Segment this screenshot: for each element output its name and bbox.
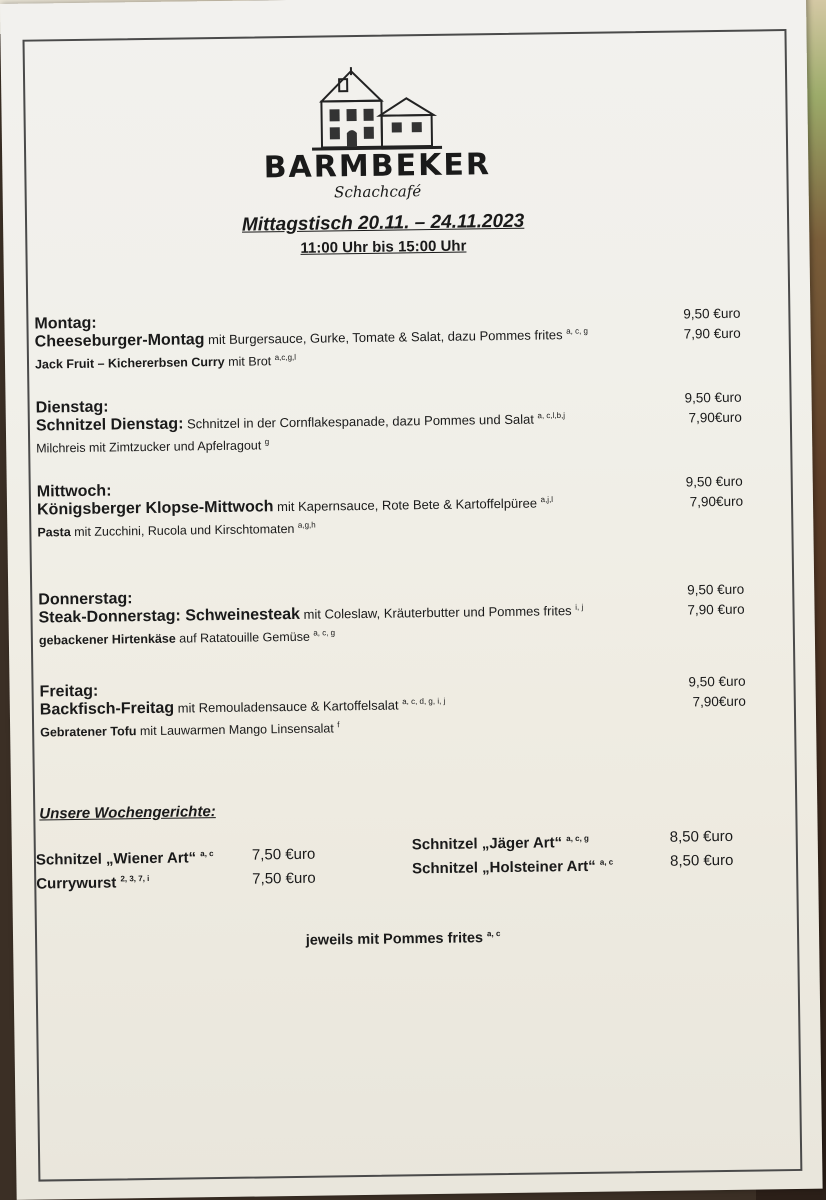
day-block-freitag — [39, 673, 760, 745]
veg-dish-name: gebackener Hirtenkäse — [38, 631, 176, 648]
main-dish-name: Schnitzel Dienstag: — [35, 415, 184, 435]
veg-dish-name: Pasta — [37, 525, 71, 540]
day-block-mittwoch — [37, 473, 758, 545]
weekly-item-name: Currywurst $^{2, 3, 7, i}$ — [36, 874, 150, 893]
main-dish-name: Königsberger Klopse-Mittwoch — [36, 498, 274, 519]
main-dish-price: 9,50 €uro — [683, 305, 741, 322]
main-dish-desc: mit Burgersauce, Gurke, Tomate & Salat, dazu Pommes frites — [204, 327, 563, 348]
veg-dish — [37, 522, 316, 540]
veg-dish-name: Jack Fruit – Kichererbsen Curry — [34, 354, 225, 372]
veg-dish — [39, 629, 335, 647]
allergen-codes: a, c — [486, 929, 501, 939]
weekly-item-name: Schnitzel „Jäger Art“ $^{a, c, g}$ — [411, 833, 589, 854]
allergen-codes: a,c,g,l — [274, 352, 297, 363]
day-name: Donnerstag: — [38, 590, 133, 609]
allergen-codes: a, c, d, g, i, j — [402, 696, 446, 707]
day-block-donnerstag — [38, 581, 759, 653]
menu-hours: 11:00 Uhr bis 15:00 Uhr — [300, 237, 467, 257]
veg-dish-name: Gebratener Tofu — [40, 724, 137, 740]
brand-name: BARMBEKER — [263, 147, 492, 186]
allergen-codes: a, c, g — [566, 833, 589, 844]
weekly-item-price: 7,50 €uro — [251, 845, 316, 864]
weekly-item-price: 8,50 €uro — [669, 851, 734, 870]
allergen-codes: g — [264, 437, 270, 447]
weekly-dishes-heading: Unsere Wochengerichte: — [39, 803, 216, 823]
main-dish-name: Backfisch-Freitag — [39, 699, 175, 719]
menu-title: Mittagstisch 20.11. – 24.11.2023 — [241, 210, 525, 236]
veg-dish-desc: Milchreis mit Zimtzucker und Apfelragout — [36, 438, 262, 456]
weekly-item-name: Schnitzel „Wiener Art“ $^{a, c}$ — [35, 849, 214, 869]
allergen-codes: a, c — [599, 857, 614, 867]
main-dish-desc: Schnitzel in der Cornflakespanade, dazu Pommes und Salat — [183, 411, 535, 432]
allergen-codes: f — [337, 720, 340, 730]
main-dish-price: 9,50 €uro — [687, 581, 745, 598]
allergen-codes: i, j — [575, 602, 584, 612]
allergen-codes: a, c, g — [313, 628, 336, 638]
allergen-codes: a,j,l — [540, 494, 554, 505]
veg-dish-price: 7,90 €uro — [687, 601, 745, 618]
allergen-codes: a, c,l,b,j — [537, 410, 566, 421]
day-name: Dienstag: — [35, 398, 109, 417]
veg-dish-price: 7,90 €uro — [683, 325, 741, 342]
main-dish — [40, 697, 446, 718]
allergen-codes: a,g,h — [297, 520, 316, 530]
weekly-item-price: 7,50 €uro — [252, 869, 316, 888]
allergen-codes: a, c, g — [566, 326, 589, 336]
veg-dish — [35, 354, 296, 372]
day-name: Montag: — [34, 314, 97, 333]
main-dish-name: Cheeseburger-Montag — [34, 331, 205, 351]
veg-dish-price: 7,90€uro — [688, 409, 742, 426]
weekly-item-name: Schnitzel „Holsteiner Art“ $^{a, c}$ — [411, 857, 614, 878]
footer-note: jeweils mit Pommes frites $^{a, c}$ — [305, 929, 501, 949]
main-dish-desc: mit Coleslaw, Kräuterbutter und Pommes frites — [299, 603, 572, 622]
day-name: Mittwoch: — [36, 482, 112, 501]
allergen-codes: 2, 3, 7, i — [120, 874, 150, 884]
veg-dish — [40, 721, 340, 739]
main-dish-name: Steak-Donnerstag: Schweinesteak — [38, 605, 301, 627]
veg-dish — [36, 438, 269, 455]
main-dish-price: 9,50 €uro — [688, 673, 746, 690]
main-dish-desc: mit Remouladensauce & Kartoffelsalat — [174, 697, 399, 716]
veg-dish-desc: mit Zucchini, Rucola und Kirschtomaten — [70, 521, 295, 540]
veg-dish-price: 7,90€uro — [689, 493, 744, 510]
day-block-dienstag — [36, 389, 757, 461]
veg-dish-desc: mit Brot — [224, 354, 272, 369]
veg-dish-desc: auf Ratatouille Gemüse — [175, 629, 310, 646]
day-name: Freitag: — [39, 682, 99, 701]
day-block-montag — [34, 305, 755, 377]
main-dish-desc: mit Kapernsauce, Rote Bete & Kartoffelpüree — [273, 495, 538, 515]
allergen-codes: a, c — [200, 849, 214, 859]
veg-dish-price: 7,90€uro — [692, 693, 746, 710]
veg-dish-desc: mit Lauwarmen Mango Linsensalat — [136, 721, 334, 739]
brand-subtitle: Schachcafé — [333, 182, 422, 202]
main-dish-price: 9,50 €uro — [685, 473, 743, 490]
weekly-item-price: 8,50 €uro — [669, 827, 734, 846]
main-dish-price: 9,50 €uro — [684, 389, 742, 406]
